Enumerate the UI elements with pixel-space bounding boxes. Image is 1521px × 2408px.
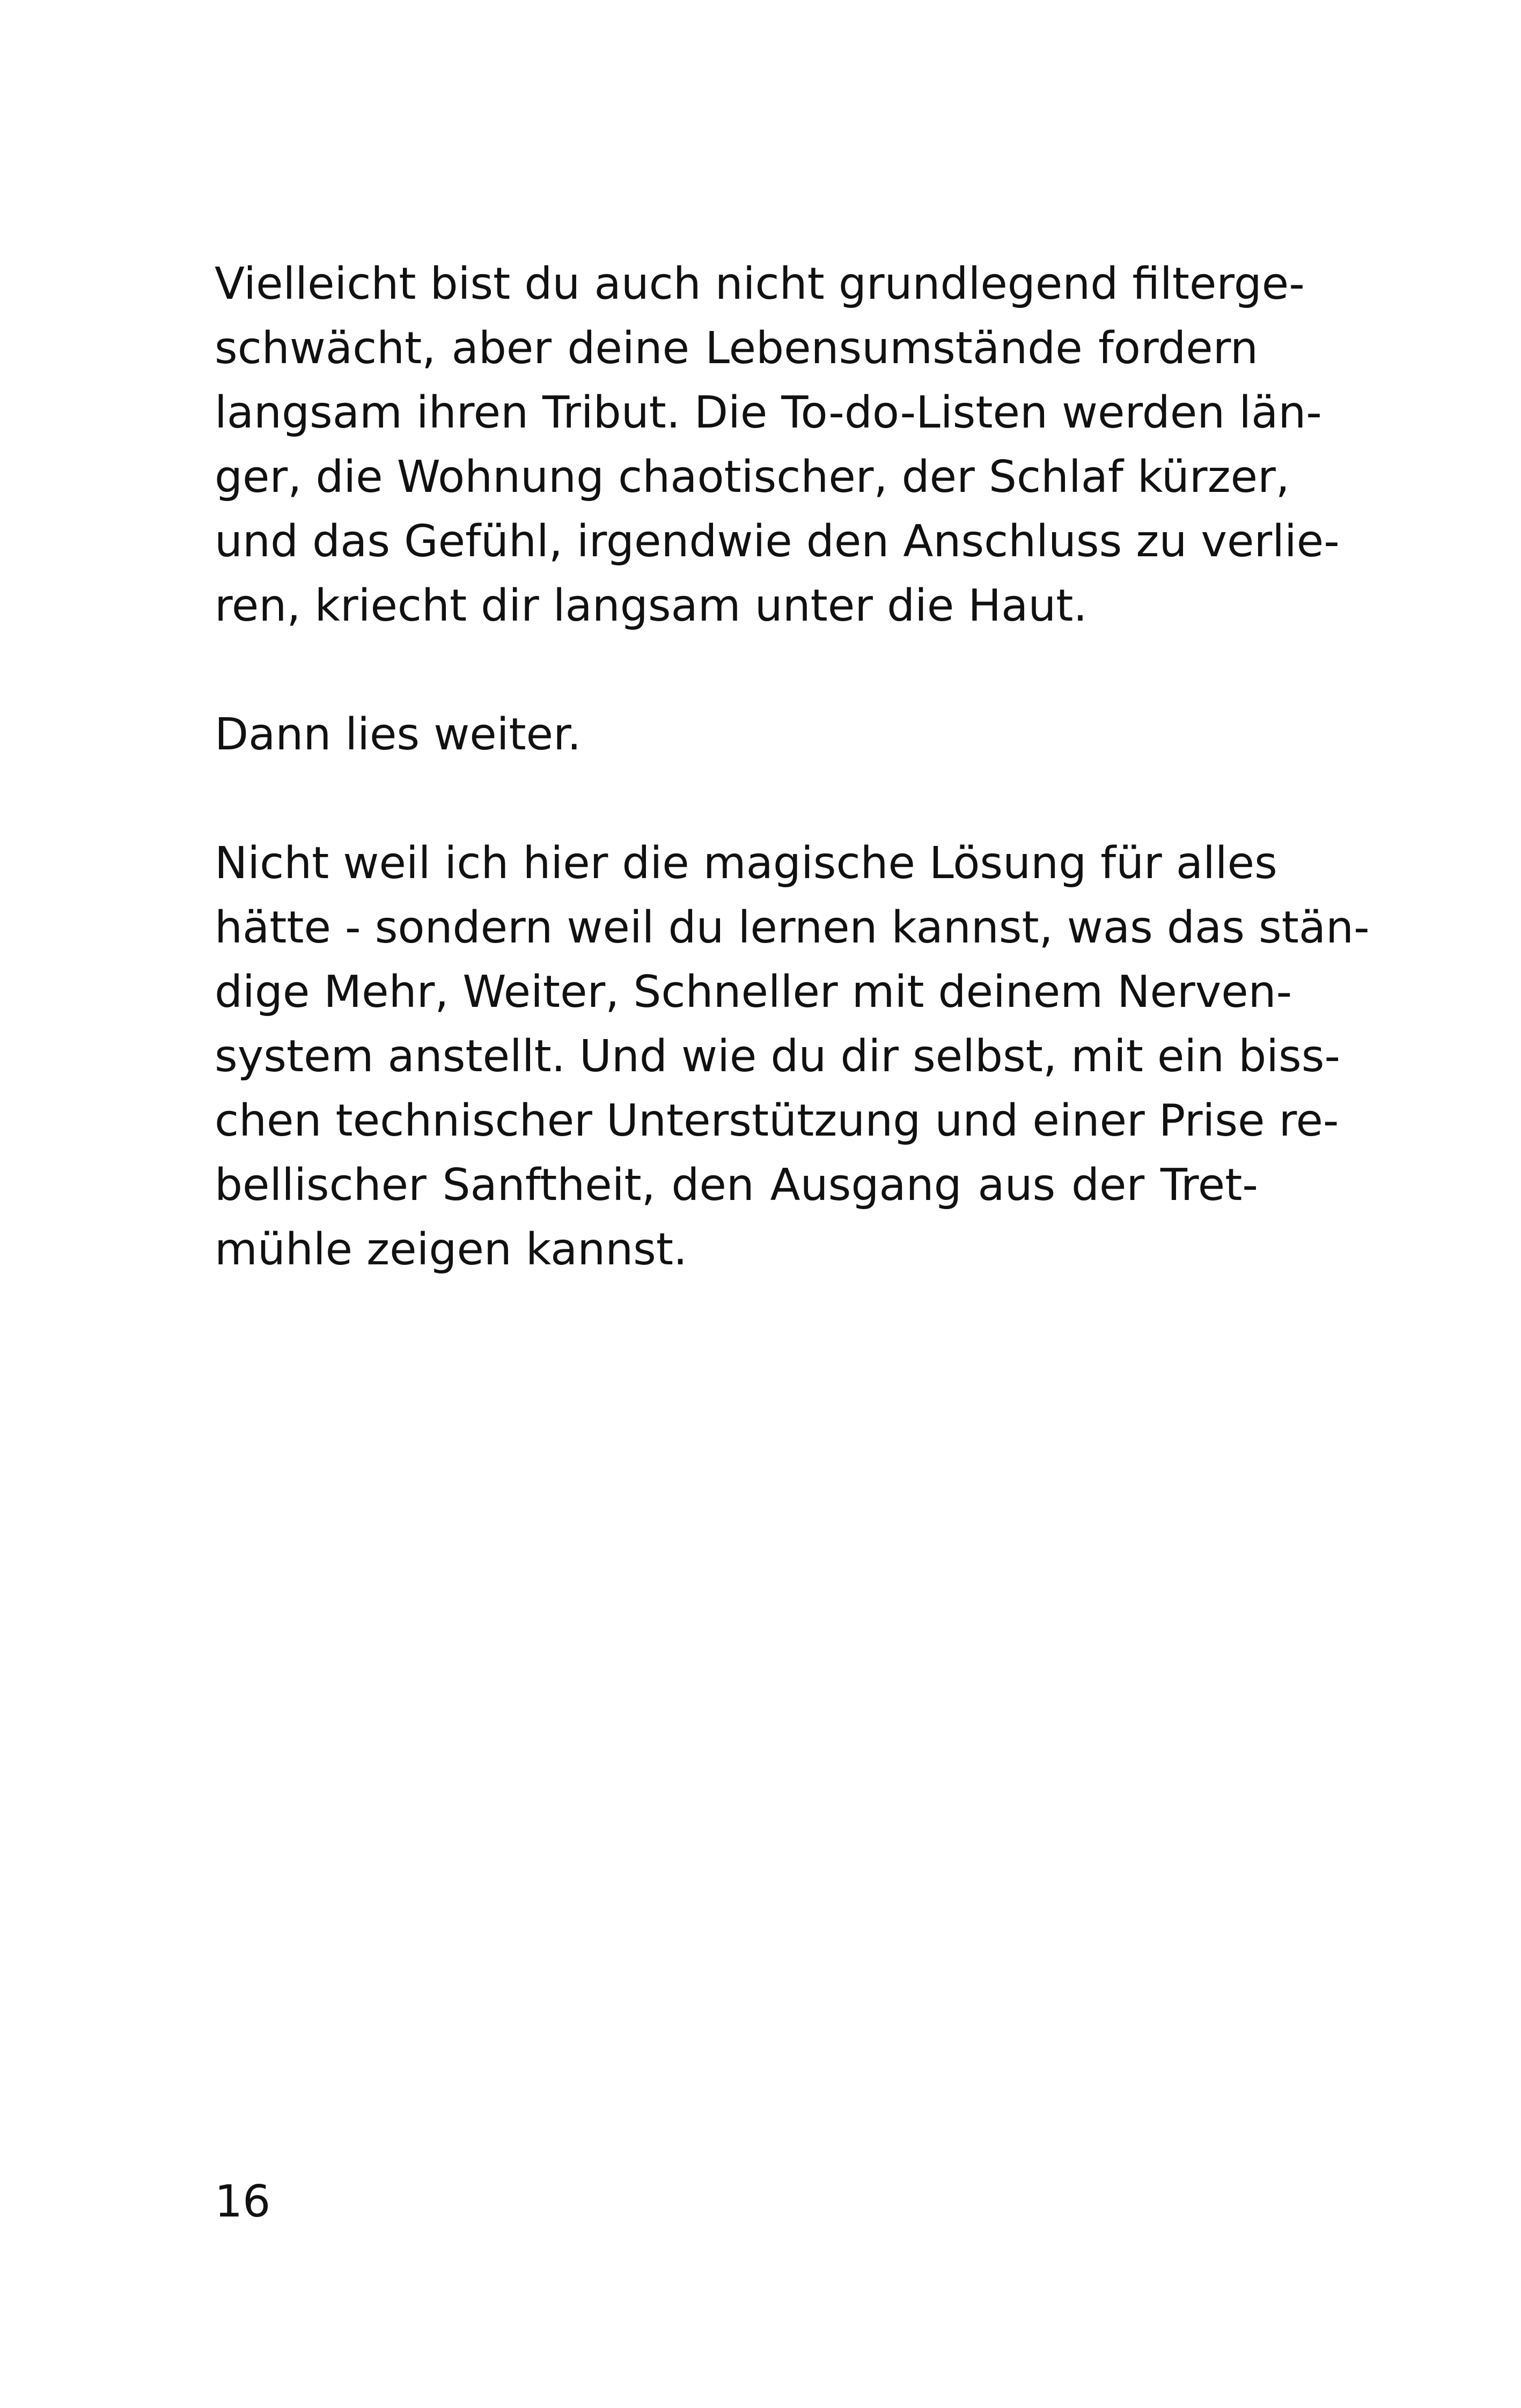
text-line: Vielleicht bist du auch nicht grundlegend filterge- [215, 259, 1305, 310]
text-line: chen technischer Unterstützung und einer Prise re- [215, 1095, 1339, 1146]
paragraph-2 [215, 703, 1258, 767]
body-text [215, 252, 1370, 1282]
paragraph-1 [215, 252, 1340, 638]
text-line: und das Gefühl, irgendwie den Anschluss zu verlie- [215, 516, 1340, 567]
paragraph-spacer [215, 767, 1258, 831]
paragraph-3 [215, 831, 1370, 1282]
text-line: dige Mehr, Weiter, Schneller mit deinem Nerven- [215, 967, 1292, 1018]
text-line: Dann lies weiter. [215, 709, 582, 760]
text-line: langsam ihren Tribut. Die To-do-Listen werden län- [215, 387, 1322, 438]
text-line: schwächt, aber deine Lebensumstände fordern [215, 323, 1258, 374]
page-number: 16 [215, 2176, 271, 2227]
paragraph-spacer [215, 638, 1258, 703]
text-line: mühle zeigen kannst. [215, 1224, 688, 1275]
text-line: system anstellt. Und wie du dir selbst, mit ein biss- [215, 1031, 1341, 1082]
text-line: Nicht weil ich hier die magische Lösung für alles [215, 838, 1277, 889]
text-line: ren, kriecht dir langsam unter die Haut. [215, 580, 1088, 631]
text-line: ger, die Wohnung chaotischer, der Schlaf kürzer, [215, 452, 1290, 503]
text-line: bellischer Sanftheit, den Ausgang aus der Tret- [215, 1160, 1258, 1211]
text-line: hätte - sondern weil du lernen kannst, was das stän- [215, 902, 1370, 953]
